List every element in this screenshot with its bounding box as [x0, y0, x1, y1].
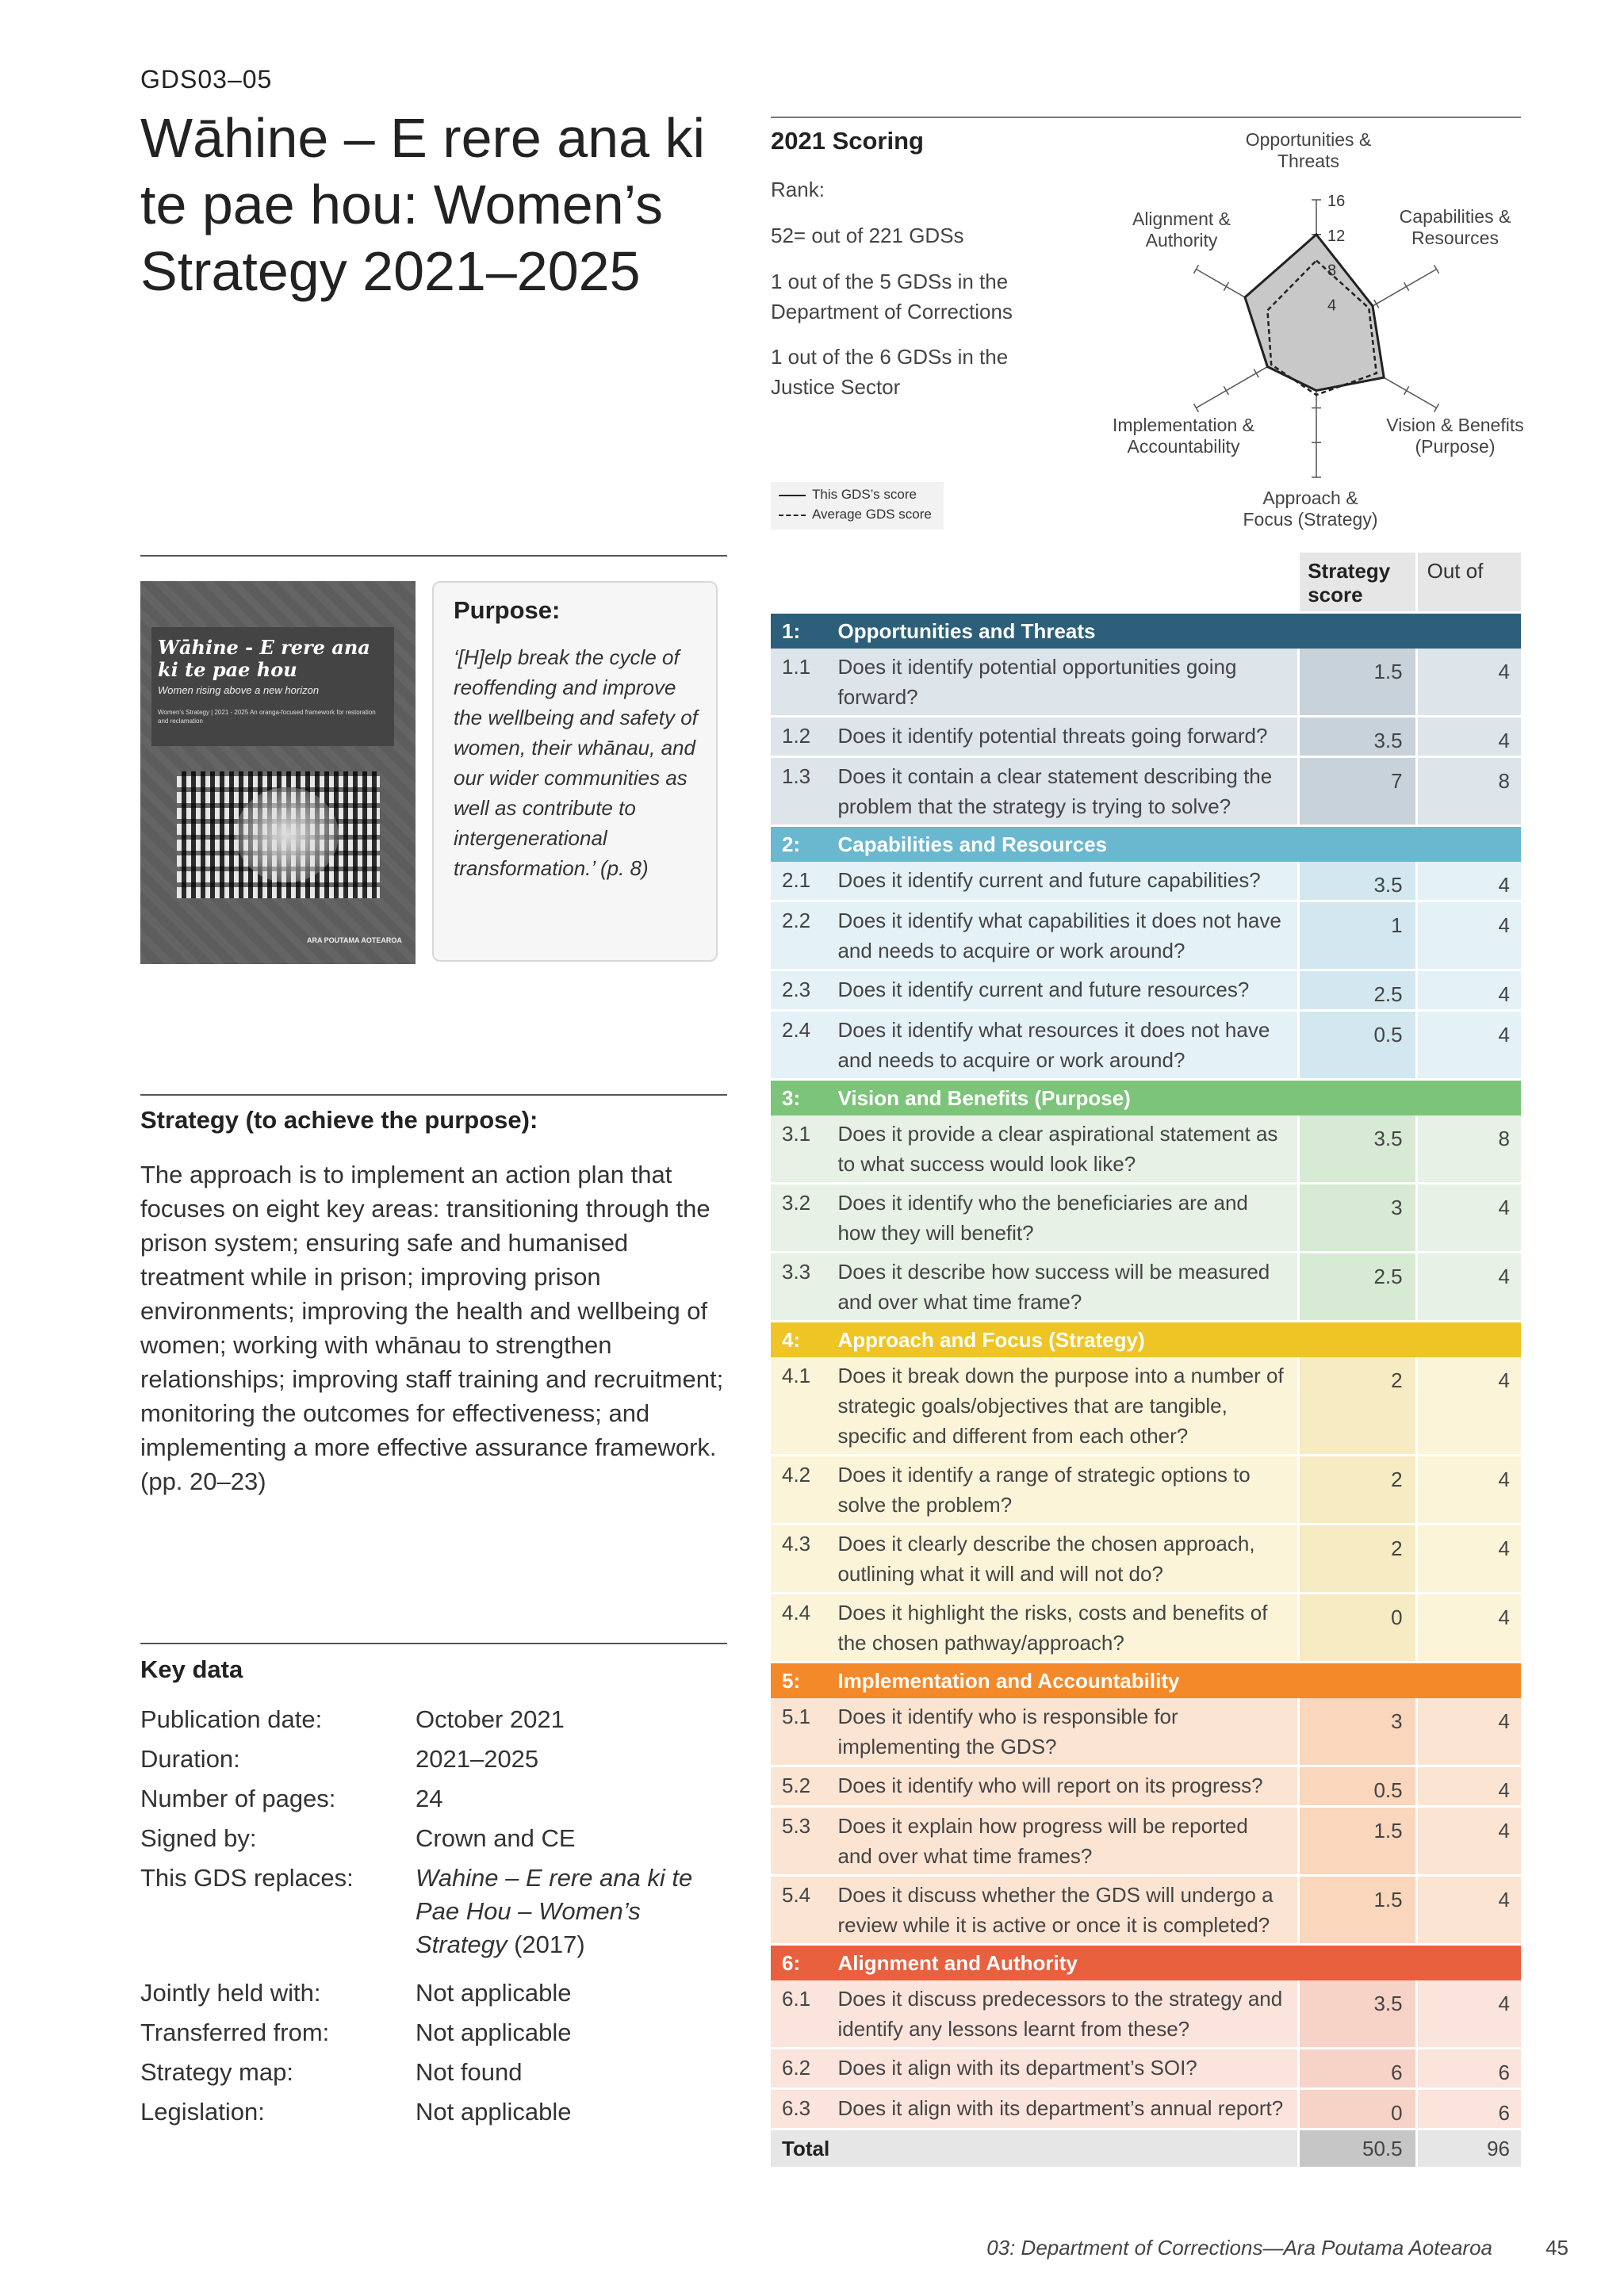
section-title: Opportunities and Threats [826, 613, 1521, 649]
question-text: Does it identify who is responsible for implementing the GDS? [826, 1698, 1298, 1766]
table-row [771, 1766, 1521, 1807]
cover-logo: ARA POUTAMA AOTEAROA [307, 936, 402, 944]
column-header-strategy-score: Strategy score [1299, 553, 1416, 613]
purpose-heading: Purpose: [454, 596, 561, 624]
key-data-label: Signed by: [140, 1824, 257, 1852]
legend-item-this: This GDS’s score [779, 487, 917, 503]
strategy-score: 0 [1299, 1594, 1416, 1663]
radar-tick [1193, 265, 1198, 273]
key-data-label: This GDS replaces: [140, 1864, 354, 1892]
out-of-score: 4 [1416, 1698, 1521, 1766]
rank-department: 1 out of the 5 GDSs in the Department of Corrections [771, 270, 1013, 323]
question-text: Does it provide a clear aspirational statement as to what success would look like? [826, 1115, 1298, 1184]
key-data-value: 24 [416, 1785, 443, 1812]
out-of-score: 4 [1416, 1807, 1521, 1876]
cover-image [140, 581, 416, 964]
radar-tick [1434, 265, 1439, 273]
strategy-score: 0.5 [1299, 1766, 1416, 1807]
total-out-of: 96 [1416, 2130, 1521, 2168]
radar-tick [1404, 386, 1409, 394]
total-label: Total [771, 2130, 1299, 2168]
section-title: Capabilities and Resources [826, 826, 1521, 863]
key-data-label: Strategy map: [140, 2058, 293, 2086]
table-row [771, 1357, 1521, 1456]
table-row [771, 970, 1521, 1011]
footer-text: 03: Department of Corrections—Ara Poutama Aotearoa [986, 2236, 1492, 2260]
out-of-score: 4 [1416, 1357, 1521, 1456]
radar-tick [1224, 386, 1228, 394]
question-text: Does it break down the purpose into a number of strategic goals/objectives that are tangible, specific and different from each other? [826, 1357, 1298, 1456]
question-number: 6.1 [771, 1980, 826, 2049]
table-header [771, 553, 1521, 613]
strategy-score: 3.5 [1299, 1115, 1416, 1184]
radar-axis-label: Implementation & Accountability [1113, 415, 1254, 457]
key-data-value: October 2021 [416, 1705, 565, 1733]
out-of-score: 6 [1416, 2049, 1521, 2089]
out-of-score: 6 [1416, 2089, 1521, 2130]
table-row [771, 2089, 1521, 2130]
out-of-score: 4 [1416, 1980, 1521, 2049]
strategy-score: 2 [1299, 1357, 1416, 1456]
out-of-score: 4 [1416, 901, 1521, 970]
radar-tick [1374, 300, 1379, 308]
section-number: 4: [771, 1322, 826, 1358]
question-text: Does it discuss whether the GDS will undergo a review while it is active or once it is completed? [826, 1876, 1298, 1945]
radar-tick-label: 12 [1327, 227, 1346, 245]
section-header [771, 1663, 1521, 1699]
question-text: Does it align with its department’s SOI? [826, 2049, 1298, 2089]
table-row [771, 1456, 1521, 1525]
question-number: 1.1 [771, 649, 826, 717]
strategy-text: The approach is to implement an action plan that focuses on eight key areas: transitioning through the prison system; ensuring safe and humanised treatment while in prison; improving prison environments; improving the health and wellbeing of women; working with whānau to strengthen relationships; improving staff training and recruitment; monitoring the outcomes for effectiveness; and implementing a more effective assurance framework. (pp. 20–23) [140, 1161, 724, 1495]
cover-subtitle: Women rising above a new horizon [158, 684, 320, 696]
key-data-value: Wahine – E rere ana ki te Pae Hou – Women’s Strategy (2017) [416, 1864, 693, 1958]
question-text: Does it identify potential threats going forward? [826, 717, 1298, 757]
question-text: Does it highlight the risks, costs and benefits of the chosen pathway/approach? [826, 1594, 1298, 1663]
key-data-value: Not found [416, 2058, 523, 2086]
strategy-score: 2.5 [1299, 970, 1416, 1011]
table-row [771, 1807, 1521, 1876]
question-text: Does it discuss predecessors to the strategy and identify any lessons learnt from these? [826, 1980, 1298, 2049]
section-title: Alignment and Authority [826, 1945, 1521, 1981]
section-number: 6: [771, 1945, 826, 1981]
out-of-score: 4 [1416, 1876, 1521, 1945]
table-row [771, 1115, 1521, 1184]
section-header [771, 1945, 1521, 1981]
radar-tick-label: 16 [1327, 193, 1346, 210]
question-number: 3.3 [771, 1253, 826, 1322]
total-strategy-score: 50.5 [1299, 2130, 1416, 2168]
out-of-score: 4 [1416, 1011, 1521, 1080]
chart-legend [771, 482, 944, 530]
total-row [771, 2130, 1521, 2168]
page-number: 45 [1545, 2236, 1568, 2260]
table-row [771, 1980, 1521, 2049]
section-number: 5: [771, 1663, 826, 1699]
strategy-score: 3 [1299, 1184, 1416, 1253]
key-data-label: Jointly held with: [140, 1979, 321, 2007]
key-data-label: Duration: [140, 1745, 240, 1773]
question-number: 2.2 [771, 901, 826, 970]
key-data-value: Not applicable [416, 2019, 572, 2046]
table-row [771, 649, 1521, 717]
page-title: Wāhine – E rere ana ki te pae hou: Women’s Strategy 2021–2025 [140, 107, 706, 302]
legend-item-average: Average GDS score [779, 507, 932, 522]
strategy-score: 6 [1299, 2049, 1416, 2089]
radar-tick [1193, 404, 1198, 411]
out-of-score: 4 [1416, 1525, 1521, 1594]
question-text: Does it identify potential opportunities going forward? [826, 649, 1298, 717]
question-text: Does it identify current and future resources? [826, 970, 1298, 1011]
question-number: 3.1 [771, 1115, 826, 1184]
strategy-score: 3 [1299, 1698, 1416, 1766]
section-title: Vision and Benefits (Purpose) [826, 1080, 1521, 1116]
purpose-text: ‘[H]elp break the cycle of reoffending and improve the wellbeing and safety of women, their whānau, and our wider communities as well as contribute to intergenerational transformation.’ (p. 8) [454, 645, 698, 880]
section-header [771, 1080, 1521, 1116]
key-data-value: Not applicable [416, 2098, 572, 2126]
strategy-score: 3.5 [1299, 862, 1416, 901]
cover-small-text: Women's Strategy | 2021 - 2025 An oranga-focused framework for restoration and reclamation [158, 709, 376, 725]
section-number: 3: [771, 1080, 826, 1116]
question-number: 6.2 [771, 2049, 826, 2089]
radar-chart [1094, 127, 1538, 539]
table-row [771, 1594, 1521, 1663]
radar-axis-label: Approach & Focus (Strategy) [1243, 488, 1378, 530]
section-header [771, 826, 1521, 863]
section-header [771, 1322, 1521, 1358]
table-row [771, 1525, 1521, 1594]
rank-label: Rank: [771, 178, 825, 201]
out-of-score: 4 [1416, 1456, 1521, 1525]
question-number: 4.3 [771, 1525, 826, 1594]
out-of-score: 4 [1416, 649, 1521, 717]
divider [140, 1643, 727, 1644]
radar-tick-label: 8 [1327, 262, 1337, 280]
question-number: 2.3 [771, 970, 826, 1011]
divider [771, 117, 1521, 118]
out-of-score: 4 [1416, 1594, 1521, 1663]
rank-value: 52= out of 221 GDSs [771, 224, 964, 247]
question-number: 4.1 [771, 1357, 826, 1456]
radar-axis-label: Capabilities & Resources [1399, 206, 1511, 248]
table-row [771, 717, 1521, 757]
radar-tick [1404, 282, 1409, 290]
question-text: Does it identify who the beneficiaries are and how they will benefit? [826, 1184, 1298, 1253]
key-data-label: Number of pages: [140, 1785, 336, 1812]
question-number: 6.3 [771, 2089, 826, 2130]
section-header [771, 613, 1521, 649]
strategy-heading: Strategy (to achieve the purpose): [140, 1106, 538, 1134]
key-data-label: Transferred from: [140, 2019, 330, 2046]
question-number: 3.2 [771, 1184, 826, 1253]
radar-axis-label: Alignment & Authority [1132, 209, 1231, 251]
table-row [771, 1011, 1521, 1080]
key-data-label: Legislation: [140, 2098, 265, 2126]
divider [140, 555, 727, 557]
out-of-score: 4 [1416, 862, 1521, 901]
radar-tick [1434, 404, 1439, 411]
question-number: 5.4 [771, 1876, 826, 1945]
divider [140, 1094, 727, 1096]
table-row [771, 1698, 1521, 1766]
strategy-score: 1 [1299, 901, 1416, 970]
section-number: 2: [771, 826, 826, 863]
rank-sector: 1 out of the 6 GDSs in the Justice Sector [771, 345, 1009, 399]
strategy-score: 1.5 [1299, 649, 1416, 717]
out-of-score: 8 [1416, 757, 1521, 826]
document-code: GDS03–05 [140, 65, 273, 94]
strategy-score: 0.5 [1299, 1011, 1416, 1080]
strategy-score: 2 [1299, 1456, 1416, 1525]
question-text: Does it clearly describe the chosen approach, outlining what it will and will not do? [826, 1525, 1298, 1594]
key-data-label: Publication date: [140, 1705, 323, 1733]
question-text: Does it explain how progress will be reported and over what time frames? [826, 1807, 1298, 1876]
strategy-score: 1.5 [1299, 1876, 1416, 1945]
question-text: Does it describe how success will be measured and over what time frame? [826, 1253, 1298, 1322]
radar-axis-label: Vision & Benefits (Purpose) [1386, 415, 1524, 457]
question-text: Does it identify current and future capabilities? [826, 862, 1298, 901]
table-row [771, 757, 1521, 826]
table-row [771, 2049, 1521, 2089]
table-row [771, 901, 1521, 970]
question-text: Does it identify what resources it does not have and needs to acquire or work around? [826, 1011, 1298, 1080]
question-number: 2.4 [771, 1011, 826, 1080]
question-number: 5.1 [771, 1698, 826, 1766]
strategy-score: 1.5 [1299, 1807, 1416, 1876]
strategy-score: 2 [1299, 1525, 1416, 1594]
table-row [771, 862, 1521, 901]
question-text: Does it identify what capabilities it does not have and needs to acquire or work around? [826, 901, 1298, 970]
strategy-score: 7 [1299, 757, 1416, 826]
table-row [771, 1184, 1521, 1253]
strategy-score: 2.5 [1299, 1253, 1416, 1322]
key-data-value: Not applicable [416, 1979, 572, 2007]
radar-tick [1254, 369, 1258, 377]
question-number: 4.4 [771, 1594, 826, 1663]
key-data-value: 2021–2025 [416, 1745, 539, 1773]
radar-axis-label: Opportunities & Threats [1245, 129, 1372, 171]
question-text: Does it identify who will report on its progress? [826, 1766, 1298, 1807]
key-data-value: Crown and CE [416, 1824, 576, 1852]
key-data-heading: Key data [140, 1655, 243, 1683]
strategy-score: 0 [1299, 2089, 1416, 2130]
out-of-score: 4 [1416, 1253, 1521, 1322]
question-text: Does it contain a clear statement describing the problem that the strategy is trying to solve? [826, 757, 1298, 826]
question-number: 5.3 [771, 1807, 826, 1876]
question-number: 1.3 [771, 757, 826, 826]
cover-title: Wāhine - E rere ana ki te pae hou [158, 636, 370, 681]
section-title: Approach and Focus (Strategy) [826, 1322, 1521, 1358]
strategy-score: 3.5 [1299, 717, 1416, 757]
out-of-score: 4 [1416, 970, 1521, 1011]
out-of-score: 4 [1416, 717, 1521, 757]
column-header-out-of: Out of [1416, 553, 1521, 613]
question-text: Does it align with its department’s annual report? [826, 2089, 1298, 2130]
out-of-score: 8 [1416, 1115, 1521, 1184]
out-of-score: 4 [1416, 1184, 1521, 1253]
question-number: 2.1 [771, 862, 826, 901]
question-number: 4.2 [771, 1456, 826, 1525]
table-row [771, 1876, 1521, 1945]
radar-tick [1224, 282, 1228, 290]
out-of-score: 4 [1416, 1766, 1521, 1807]
question-text: Does it identify a range of strategic options to solve the problem? [826, 1456, 1298, 1525]
scoring-heading: 2021 Scoring [771, 127, 924, 155]
question-number: 1.2 [771, 717, 826, 757]
radar-tick-label: 4 [1327, 297, 1337, 315]
score-table [771, 553, 1521, 2169]
section-title: Implementation and Accountability [826, 1663, 1521, 1699]
table-row [771, 1253, 1521, 1322]
question-number: 5.2 [771, 1766, 826, 1807]
section-number: 1: [771, 613, 826, 649]
strategy-score: 3.5 [1299, 1980, 1416, 2049]
